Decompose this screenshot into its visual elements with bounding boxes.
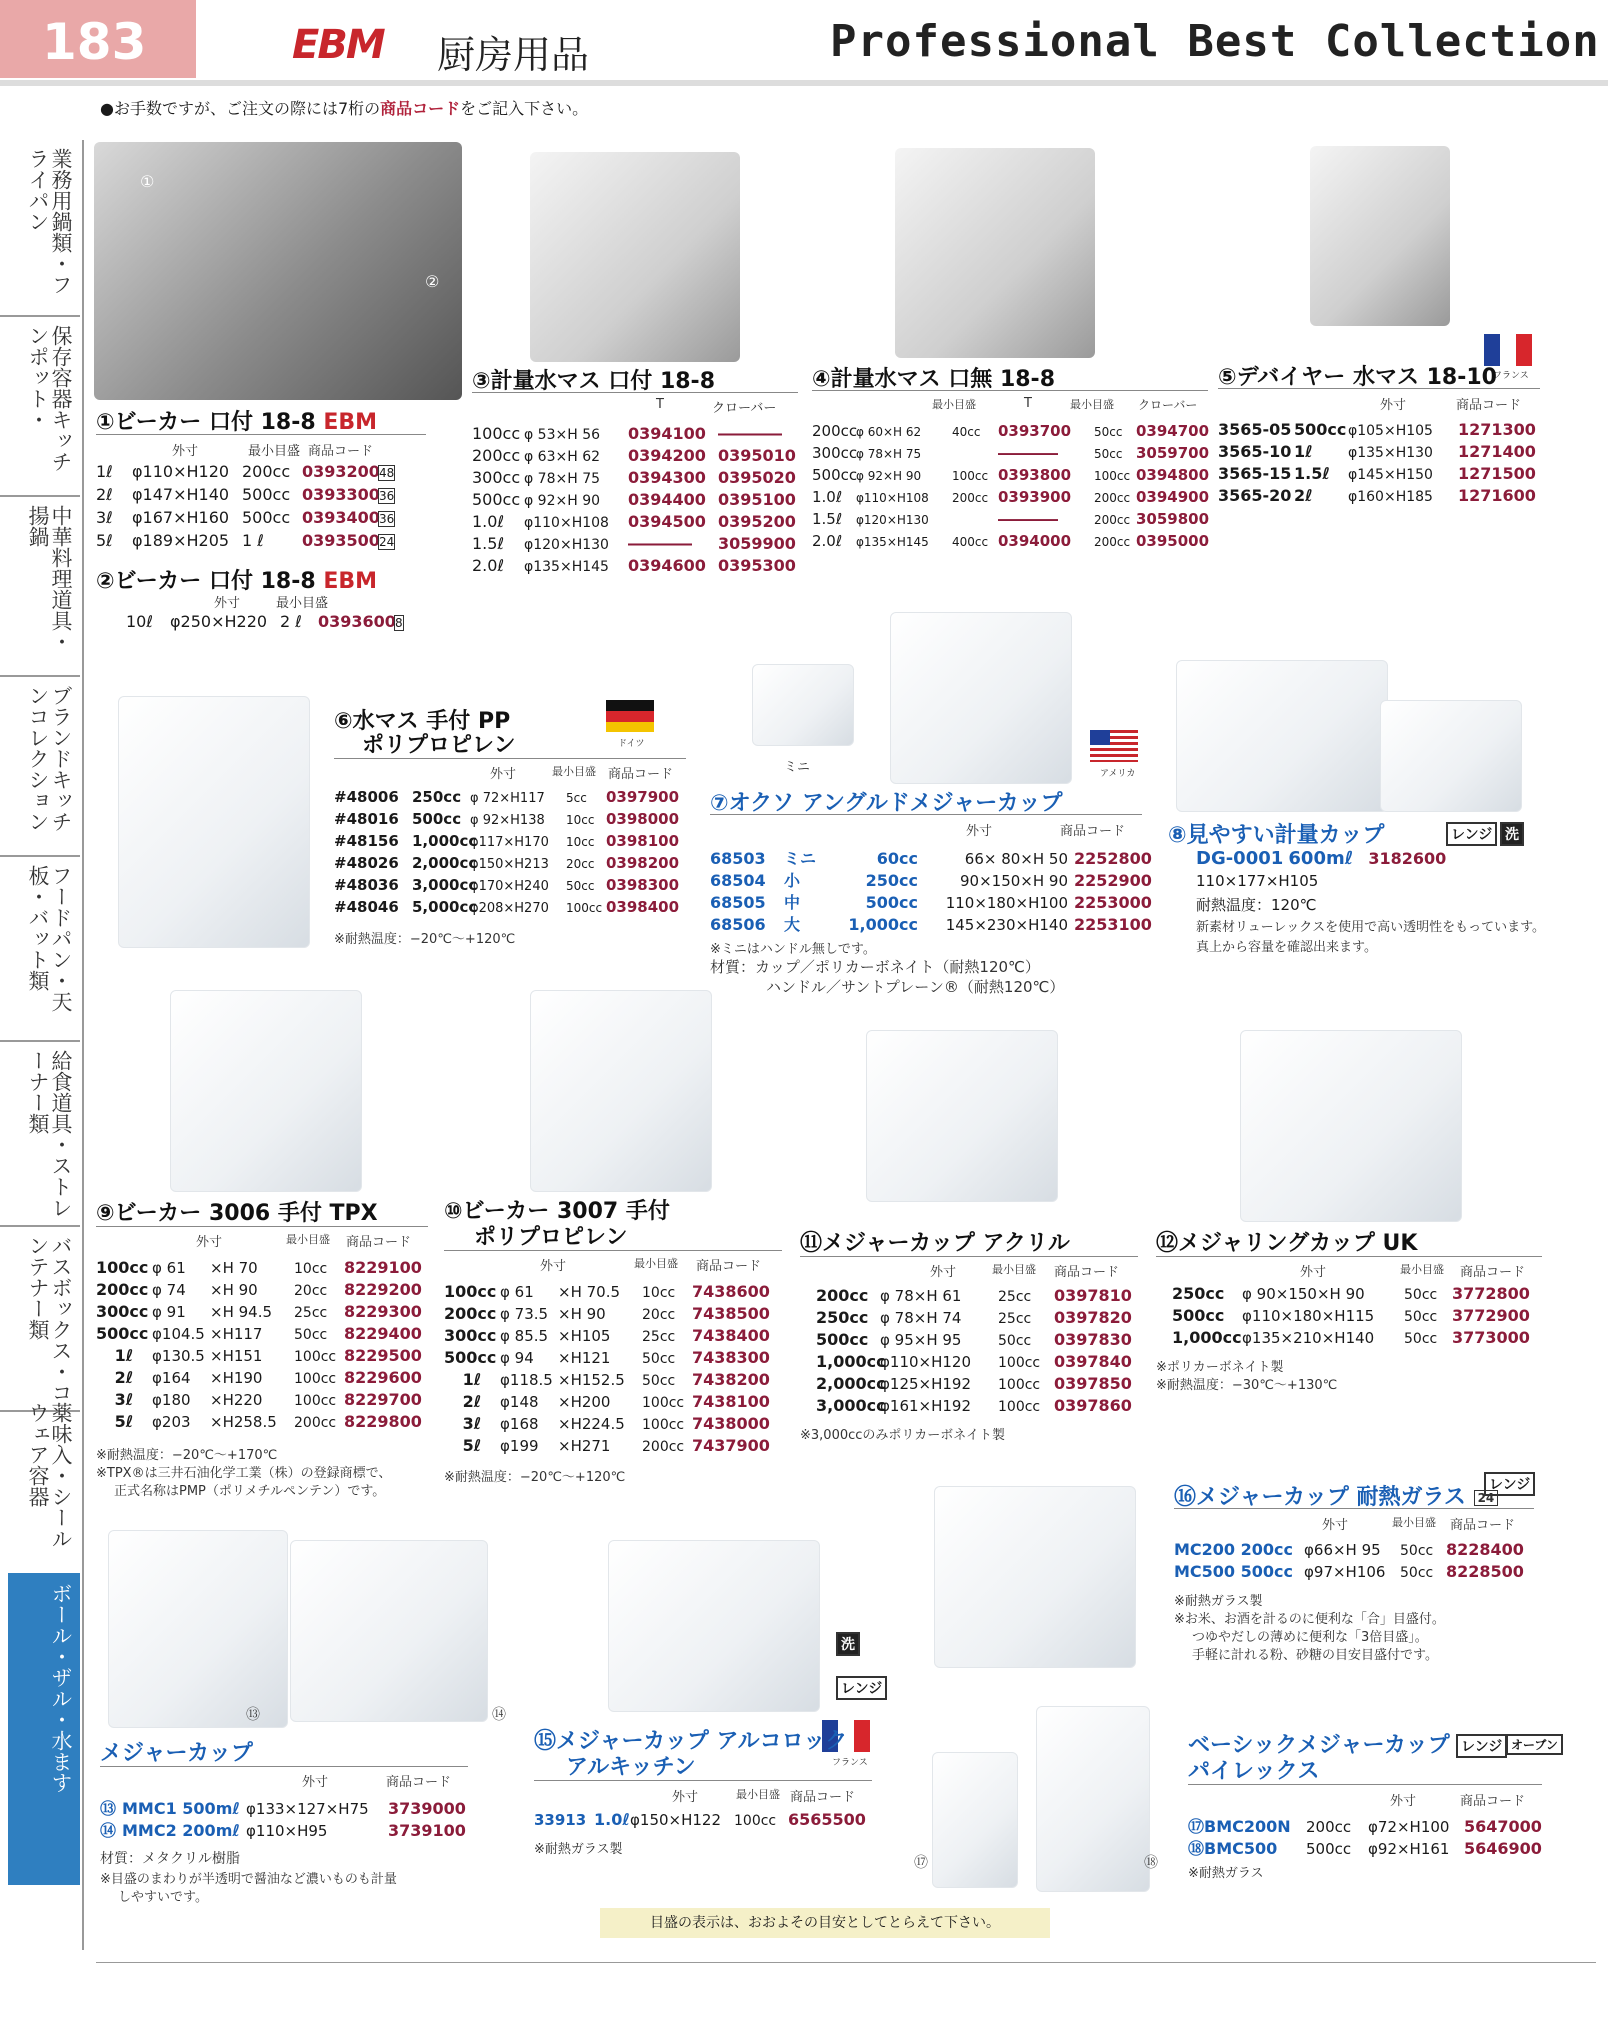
p13-hdr-code: 商品コード <box>386 1775 452 1790</box>
sidebar-border <box>82 140 84 1950</box>
p17-title-2: パイレックス <box>1188 1759 1320 1784</box>
image-label-17: ⑰ <box>914 1855 928 1871</box>
p3-hdr-t: T <box>656 397 664 412</box>
table-row: 1.5ℓ φ120×H130 ―――― 3059900 <box>472 534 796 553</box>
p1-hdr-min: 最小目盛 <box>248 444 301 459</box>
p5-photo <box>1310 146 1450 326</box>
sidebar-tab-brand[interactable]: ブランドキッチンコレクション <box>26 685 73 832</box>
table-row: 68505 中 500cc 110×180×H100 2253000 <box>710 893 1152 912</box>
p6-title-1: ⑥水マス 手付 PP <box>334 709 511 734</box>
table-row: 200cc φ 78×H 61 25cc 0397810 <box>816 1286 1132 1305</box>
p6-hdr-code: 商品コード <box>608 767 674 782</box>
p8-photo-2 <box>1380 700 1522 812</box>
p4-table <box>812 422 1209 554</box>
image-label-2: ② <box>425 272 440 291</box>
p16-note-4: 手軽に計れる粉、砂糖の目安目盛付です。 <box>1192 1648 1438 1663</box>
p8-line-3: 新素材リューレックスを使用で高い透明性をもっています。 <box>1196 920 1546 935</box>
header-divider <box>0 80 1608 86</box>
p6-hdr-size: 外寸 <box>490 767 517 782</box>
microwave-badge: レンジ <box>1456 1734 1507 1758</box>
p13-note-2: ※目盛のまわりが半透明で醤油など濃いものも計量 <box>100 1872 397 1887</box>
p17-table <box>1188 1814 1542 1858</box>
table-row: 68503 ミニ 60cc 66× 80×H 50 2252800 <box>710 849 1152 868</box>
p4-hdr-min2: 最小目盛 <box>1070 398 1114 411</box>
p8-model-row: DG-0001 600mℓ 3182600 <box>1196 848 1447 869</box>
germany-flag-icon <box>606 700 654 732</box>
microwave-badge: レンジ <box>1446 822 1497 846</box>
table-row: 2ℓ φ147×H140 500cc 039330036 <box>96 485 395 504</box>
footer-note: 目盛の表示は、おおよその目安としてとらえて下さい。 <box>600 1908 1050 1938</box>
table-row: 5ℓ φ203 ×H258.5 200cc 8229800 <box>114 1412 422 1431</box>
p13-photo <box>108 1530 288 1728</box>
p7-title: ⑦オクソ アングルドメジャーカップ <box>710 791 1063 816</box>
table-row: 2.0ℓ φ135×H145 400cc 0394000 200cc 0395000 <box>812 532 1210 550</box>
p2-title: ②ビーカー 口付 18-8 EBM <box>96 569 378 594</box>
p2-hdr-min: 最小目盛 <box>276 596 329 611</box>
table-row: 1.5ℓ φ120×H130 ―――― 200cc 3059800 <box>812 510 1210 528</box>
table-row: 200cc φ 73.5 ×H 90 20cc 7438500 <box>444 1304 770 1323</box>
p7-note-2: 材質：カップ／ポリカーボネイト（耐熱120℃） <box>710 958 1040 976</box>
microwave-badge: レンジ <box>1484 1472 1535 1496</box>
sidebar-tab-pans[interactable]: 業務用鍋類・フライパン <box>26 148 73 295</box>
table-row: 1ℓ φ130.5 ×H151 100cc 8229500 <box>114 1346 422 1365</box>
p9-title: ⑨ビーカー 3006 手付 TPX <box>96 1201 378 1226</box>
table-row: 5ℓ φ199 ×H271 200cc 7437900 <box>462 1436 770 1455</box>
p11-table <box>816 1286 1132 1418</box>
image-label-13: ⑬ <box>246 1707 260 1723</box>
sidebar-active-tab[interactable] <box>8 1573 80 1885</box>
p13-title: メジャーカップ <box>100 1741 253 1766</box>
p6-photo <box>118 696 310 948</box>
p8-line-1: 110×177×H105 <box>1196 872 1319 890</box>
table-row: #48156 1,000ccφ117×H170 10cc 0398100 <box>334 832 680 850</box>
footer-divider <box>96 1962 1596 1963</box>
p11-hdr-min: 最小目盛 <box>992 1263 1036 1276</box>
table-row: 2ℓ φ164 ×H190 100cc 8229600 <box>114 1368 422 1387</box>
p16-hdr-min: 最小目盛 <box>1392 1516 1436 1529</box>
p12-hdr-min: 最小目盛 <box>1400 1263 1444 1276</box>
p15-hdr-min: 最小目盛 <box>736 1788 780 1801</box>
image-label-18: ⑱ <box>1144 1855 1158 1871</box>
brand-logo: EBM <box>292 22 384 68</box>
p16-photo <box>934 1486 1136 1668</box>
p11-title: ⑪メジャーカップ アクリル <box>800 1231 1070 1256</box>
p10-title-1: ⑩ビーカー 3007 手付 <box>444 1199 670 1224</box>
p16-hdr-size: 外寸 <box>1322 1518 1349 1533</box>
p7-mini-photo <box>752 664 854 746</box>
p5-hdr-size: 外寸 <box>1380 398 1407 413</box>
p9-hdr-min: 最小目盛 <box>286 1233 330 1246</box>
p3-title: ③計量水マス 口付 18-8 <box>472 369 715 394</box>
p12-table <box>1172 1284 1530 1350</box>
p4-hdr-min1: 最小目盛 <box>932 398 976 411</box>
table-row: 3ℓ φ180 ×H220 100cc 8229700 <box>114 1390 422 1409</box>
p8-title: ⑧見やすい計量カップ <box>1168 823 1385 848</box>
table-row: 250cc φ 78×H 74 25cc 0397820 <box>816 1308 1132 1327</box>
table-row: ⑱BMC500 500cc φ92×H161 5646900 <box>1188 1839 1542 1858</box>
p9-hdr-code: 商品コード <box>346 1235 412 1250</box>
p7-mini-label: ミニ <box>784 760 811 775</box>
table-row: 200cc φ 74 ×H 90 20cc 8229200 <box>96 1280 422 1299</box>
table-row: 3565-10 1ℓ φ135×H130 1271400 <box>1218 442 1536 461</box>
p5-flag-label: フランス <box>1493 371 1529 381</box>
table-row: 3565-05 500cc φ105×H105 1271300 <box>1218 420 1536 439</box>
table-row: MC500 500cc φ97×H106 50cc 8228500 <box>1174 1562 1524 1581</box>
p12-note-2: ※耐熱温度：−30℃〜+130℃ <box>1156 1378 1338 1393</box>
p5-title: ⑤デバイヤー 水マス 18-10 <box>1218 365 1497 390</box>
p7-flag-label: アメリカ <box>1100 769 1136 779</box>
sidebar <box>0 140 80 2020</box>
p6-title-2: ポリプロピレン <box>362 733 516 758</box>
p17-photo <box>932 1752 1018 1888</box>
p16-title: ⑯メジャーカップ 耐熱ガラス 24 <box>1174 1480 1498 1511</box>
table-row: 500cc φ110×180×H115 50cc 3772900 <box>1172 1306 1530 1325</box>
p17-hdr-code: 商品コード <box>1460 1794 1526 1809</box>
p3-table <box>472 424 796 578</box>
p4-hdr-t: T <box>1024 396 1032 411</box>
p11-note: ※3,000ccのみポリカーボネイト製 <box>800 1428 1006 1443</box>
usa-flag-icon <box>1090 730 1138 762</box>
p9-table <box>96 1258 422 1434</box>
table-row: 3565-20 2ℓ φ160×H185 1271600 <box>1218 486 1536 505</box>
p9-note-3: 正式名称はPMP（ポリメチルペンテン）です。 <box>114 1484 386 1499</box>
p12-title: ⑫メジャリングカップ UK <box>1156 1231 1418 1256</box>
table-row: 3ℓ φ167×H160 500cc 039340036 <box>96 508 395 527</box>
p4-hdr-clover: クローバー <box>1138 398 1198 412</box>
p6-flag-label: ドイツ <box>618 739 645 749</box>
p16-note-3: つゆやだしの薄めに便利な「3倍目盛」。 <box>1192 1630 1428 1645</box>
table-row: 5ℓ φ189×H205 1 ℓ 039350024 <box>96 531 395 550</box>
p10-photo <box>530 990 712 1192</box>
table-row: 2,000ccφ125×H192 100cc 0397850 <box>816 1374 1132 1393</box>
p10-note: ※耐熱温度：−20℃〜+120℃ <box>444 1470 626 1485</box>
p15-title-1: ⑮メジャーカップ アルコロック <box>534 1729 848 1754</box>
sidebar-tab-condiment[interactable]: 薬味入・シールウェア容器 <box>26 1402 73 1549</box>
p10-title-2: ポリプロピレン <box>474 1225 628 1250</box>
image-label-14: ⑭ <box>492 1707 506 1723</box>
p12-hdr-code: 商品コード <box>1460 1265 1526 1280</box>
table-row: 100cc φ 61 ×H 70.5 10cc 7438600 <box>444 1282 770 1301</box>
image-label-1: ① <box>140 172 155 191</box>
p4-photo <box>895 148 1095 358</box>
p10-hdr-min: 最小目盛 <box>634 1257 678 1270</box>
table-row: 100cc φ 53×H 56 0394100 ―――― <box>472 424 782 443</box>
table-row: #48036 3,000ccφ170×H240 50cc 0398300 <box>334 876 680 894</box>
p15-title-2: アルキッチン <box>566 1755 696 1780</box>
p8-line-2: 耐熱温度：120℃ <box>1196 896 1317 914</box>
p5-table <box>1218 420 1536 508</box>
table-row: 200ccφ 60×H 62 40cc 0393700 50cc 0394700 <box>812 422 1210 440</box>
p10-hdr-size: 外寸 <box>540 1259 567 1274</box>
p9-note-1: ※耐熱温度：−20℃〜+170℃ <box>96 1448 278 1463</box>
category-title: 厨房用品 <box>437 33 590 77</box>
table-row: 1.0ℓ φ110×H108 200cc 0393900 200cc 0394900 <box>812 488 1210 506</box>
table-row: 3ℓ φ168 ×H224.5 100cc 7438000 <box>462 1414 770 1433</box>
p17-title-1: ベーシックメジャーカップ <box>1188 1733 1450 1758</box>
table-row: MC200 200cc φ66×H 95 50cc 8228400 <box>1174 1540 1524 1559</box>
table-row: ⑭ MMC2 200mℓ φ110×H95 3739100 <box>100 1821 466 1840</box>
table-row: 3565-15 1.5ℓ φ145×H150 1271500 <box>1218 464 1536 483</box>
sidebar-tab-storage[interactable]: 保存容器キッチンポット・ <box>26 325 73 472</box>
p15-hdr-size: 外寸 <box>672 1790 699 1805</box>
table-row: 2ℓ φ148 ×H200 100cc 7438100 <box>462 1392 770 1411</box>
p3-hdr-clover: クローバー <box>712 401 777 416</box>
p15-photo <box>608 1540 820 1712</box>
sidebar-tab-catering[interactable]: 給食道具・ストレーナー類 <box>26 1050 73 1218</box>
table-row: ⑬ MMC1 500mℓ φ133×127×H75 3739000 <box>100 1799 466 1818</box>
p12-note-1: ※ポリカーボネイト製 <box>1156 1360 1284 1375</box>
p6-hdr-min: 最小目盛 <box>552 765 596 778</box>
p12-hdr-size: 外寸 <box>1300 1265 1327 1280</box>
p10-hdr-code: 商品コード <box>696 1259 762 1274</box>
sidebar-tab-foodpan[interactable]: フードパン・天板・バット類 <box>26 865 73 1012</box>
p11-hdr-size: 外寸 <box>930 1265 957 1280</box>
p11-hdr-code: 商品コード <box>1054 1265 1120 1280</box>
table-row: 1ℓ φ118.5 ×H152.5 50cc 7438200 <box>462 1370 770 1389</box>
table-row: 500cc φ104.5 ×H117 50cc 8229400 <box>96 1324 422 1343</box>
p7-hdr-size: 外寸 <box>966 824 993 839</box>
table-row: ⑰BMC200N 200cc φ72×H100 5647000 <box>1188 1817 1542 1836</box>
dishwasher-badge: 洗 <box>1500 822 1524 846</box>
table-row: 10ℓ φ250×H220 2 ℓ 03936008 <box>126 612 403 631</box>
table-row: 300cc φ 85.5 ×H105 25cc 7438400 <box>444 1326 770 1345</box>
p15-note: ※耐熱ガラス製 <box>534 1842 623 1857</box>
p2-hdr-size: 外寸 <box>214 596 241 611</box>
table-row: 68506 大 1,000cc 145×230×H140 2253100 <box>710 915 1152 934</box>
sidebar-tab-bowls[interactable]: ボール・ザル・水ます <box>49 1583 73 1793</box>
p1-table <box>96 462 395 554</box>
series-title: Professional Best Collection <box>830 16 1600 67</box>
table-row: 200cc φ 63×H 62 0394200 0395010 <box>472 446 796 465</box>
table-row: 500ccφ 92×H 90 100cc 0393800 100cc 0394800 <box>812 466 1210 484</box>
p3-photo <box>530 152 740 362</box>
p12-photo <box>1240 1030 1462 1222</box>
table-row: 1,000ccφ110×H120 100cc 0397840 <box>816 1352 1132 1371</box>
p7-table <box>710 846 1152 934</box>
p15-flag-label: フランス <box>832 1758 868 1768</box>
p1-title: ①ビーカー 口付 18-8 EBM <box>96 410 378 435</box>
p9-hdr-size: 外寸 <box>196 1235 223 1250</box>
sidebar-tab-container[interactable]: バスボックス・コンテナー類 <box>26 1235 73 1403</box>
table-row: 300ccφ 78×H 75 ―――― 50cc 3059700 <box>812 444 1210 462</box>
table-row: 1.0ℓ φ110×H108 0394500 0395200 <box>472 512 796 531</box>
oven-badge: オーブン <box>1506 1734 1563 1755</box>
sidebar-tab-chinese[interactable]: 中華料理道具・揚鍋 <box>26 505 73 652</box>
p7-photo <box>890 612 1072 784</box>
p11-photo <box>866 1030 1058 1202</box>
p7-note-1: ※ミニはハンドル無しです。 <box>710 942 876 957</box>
p1-hdr-code: 商品コード <box>308 444 374 459</box>
table-row: 2.0ℓ φ135×H145 0394600 0395300 <box>472 556 796 575</box>
p7-hdr-code: 商品コード <box>1060 824 1126 839</box>
p14-photo <box>290 1540 488 1722</box>
p7-note-3: ハンドル／サントプレーン®（耐熱120℃） <box>766 978 1065 996</box>
p13-note-3: しやすいです。 <box>118 1890 208 1905</box>
p6-table <box>334 788 679 920</box>
p4-title: ④計量水マス 口無 18-8 <box>812 367 1055 392</box>
table-row: 1ℓ φ110×H120 200cc 039320048 <box>96 462 395 481</box>
p13-hdr-size: 外寸 <box>302 1775 329 1790</box>
table-row: 300cc φ 78×H 75 0394300 0395020 <box>472 468 796 487</box>
table-row: 250cc φ 90×150×H 90 50cc 3772800 <box>1172 1284 1530 1303</box>
table-row: 500cc φ 92×H 90 0394400 0395100 <box>472 490 796 509</box>
table-row: #48006 250cc φ 72×H117 5cc 0397900 <box>334 788 680 806</box>
table-row: #48046 5,000ccφ208×H270 100cc 0398400 <box>334 898 680 916</box>
p8-line-4: 真上から容量を確認出来ます。 <box>1196 940 1377 955</box>
p5-hdr-code: 商品コード <box>1456 398 1522 413</box>
p16-table <box>1174 1540 1524 1584</box>
p16-note-2: ※お米、お酒を計るのに便利な「合」目盛付。 <box>1174 1612 1445 1627</box>
microwave-badge: レンジ <box>836 1676 887 1700</box>
p13-note-1: 材質：メタクリル樹脂 <box>100 1851 240 1867</box>
table-row: 3,000ccφ161×H192 100cc 0397860 <box>816 1396 1132 1415</box>
order-notice: ●お手数ですが、ご注文の際には7桁の商品コードをご記入下さい。 <box>100 99 589 118</box>
p10-table <box>444 1282 770 1458</box>
p17-hdr-size: 外寸 <box>1390 1794 1417 1809</box>
page-number: 183 <box>0 0 196 78</box>
table-row: 68504 小 250cc 90×150×H 90 2252900 <box>710 871 1152 890</box>
table-row: #48016 500cc φ 92×H138 10cc 0398000 <box>334 810 680 828</box>
p17-note: ※耐熱ガラス <box>1188 1866 1264 1881</box>
table-row: 33913 1.0ℓφ150×H122 100cc 6565500 <box>534 1810 866 1829</box>
p9-photo <box>170 990 362 1192</box>
p16-hdr-code: 商品コード <box>1450 1518 1516 1533</box>
table-row: 100cc φ 61 ×H 70 10cc 8229100 <box>96 1258 422 1277</box>
p13-table <box>100 1796 466 1840</box>
table-row: #48026 2,000ccφ150×H213 20cc 0398200 <box>334 854 680 872</box>
dishwasher-badge: 洗 <box>836 1632 860 1656</box>
table-row: 1,000ccφ135×210×H140 50cc 3773000 <box>1172 1328 1530 1347</box>
table-row: 300cc φ 91 ×H 94.5 25cc 8229300 <box>96 1302 422 1321</box>
p15-hdr-code: 商品コード <box>790 1790 856 1805</box>
p1-hdr-size: 外寸 <box>172 444 199 459</box>
p9-note-2: ※TPX®は三井石油化学工業（株）の登録商標で、 <box>96 1466 392 1481</box>
p6-note: ※耐熱温度：−20℃〜+120℃ <box>334 932 516 947</box>
p8-photo <box>1176 660 1388 812</box>
p16-note-1: ※耐熱ガラス製 <box>1174 1594 1263 1609</box>
p18-photo <box>1036 1706 1150 1892</box>
table-row: 500cc φ 94 ×H121 50cc 7438300 <box>444 1348 770 1367</box>
table-row: 500cc φ 95×H 95 50cc 0397830 <box>816 1330 1132 1349</box>
